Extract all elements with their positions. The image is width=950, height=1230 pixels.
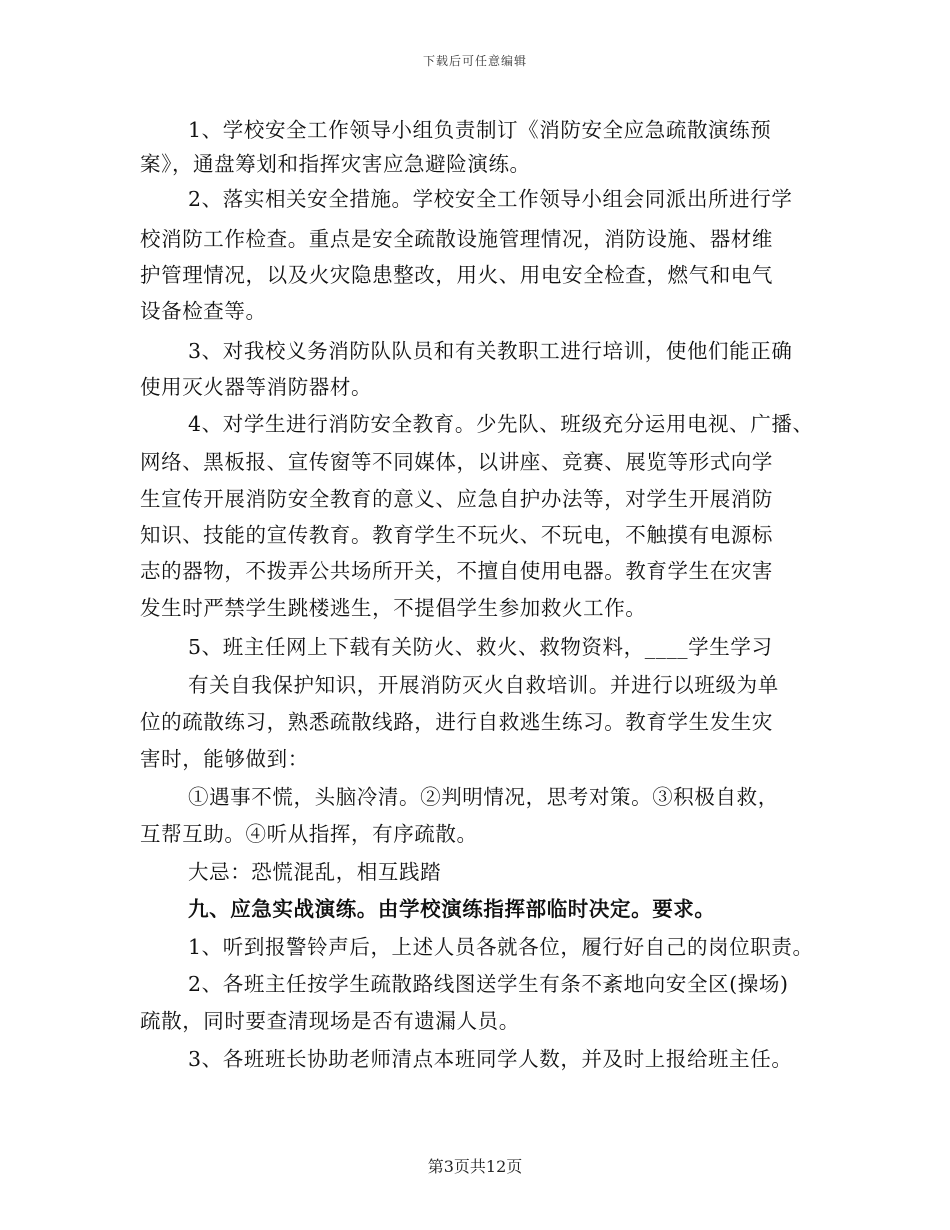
text-line: 位的疏散练习，熟悉疏散线路，进行自救逃生练习。教育学生发生灾 <box>140 710 773 734</box>
text-line: 案》，通盘筹划和指挥灾害应急避险演练。 <box>140 152 531 176</box>
text-line: 5、班主任网上下载有关防火、救火、救物资料，____学生学习 <box>188 635 773 659</box>
text-line: 志的器物，不拨弄公共场所开关，不擅自使用电器。教育学生在灾害 <box>140 559 773 583</box>
section-heading: 九、应急实战演练。由学校演练指挥部临时决定。要求。 <box>188 897 716 921</box>
text-line: 设备检查等。 <box>140 299 267 323</box>
text-line: 校消防工作检查。重点是安全疏散设施管理情况，消防设施、器材维 <box>140 227 773 251</box>
text-line: 生宣传开展消防安全教育的意义、应急自护办法等，对学生开展消防 <box>140 487 773 511</box>
text-line: 2、落实相关安全措施。学校安全工作领导小组会同派出所进行学 <box>188 187 793 211</box>
text-line: 互帮互助。④听从指挥，有序疏散。 <box>140 822 478 846</box>
text-line: 发生时严禁学生跳楼逃生，不提倡学生参加救火工作。 <box>140 596 647 620</box>
text-line: ①遇事不慌，头脑冷清。②判明情况，思考对策。③积极自救， <box>188 785 779 809</box>
text-line: 知识、技能的宣传教育。教育学生不玩火、不玩电，不触摸有电源标 <box>140 523 773 547</box>
text-line: 护管理情况，以及火灾隐患整改，用火、用电安全检查，燃气和电气 <box>140 263 773 287</box>
text-line: 使用灭火器等消防器材。 <box>140 375 373 399</box>
text-line: 网络、黑板报、宣传窗等不同媒体，以讲座、竞赛、展览等形式向学 <box>140 450 773 474</box>
text-line: 害时，能够做到： <box>140 747 309 771</box>
page-header: 下载后可任意编辑 <box>422 54 527 68</box>
text-line: 3、对我校义务消防队队员和有关教职工进行培训，使他们能正确 <box>188 339 793 363</box>
page-footer: 第3页共12页 <box>427 1157 523 1176</box>
text-line: 有关自我保护知识，开展消防灭火自救培训。并进行以班级为单 <box>188 673 779 697</box>
text-line: 3、各班班长协助老师清点本班同学人数，并及时上报给班主任。 <box>188 1047 793 1071</box>
text-line: 1、学校安全工作领导小组负责制订《消防安全应急疏散演练预 <box>188 118 772 142</box>
text-line: 大忌：恐慌混乱，相互践踏 <box>188 860 442 884</box>
text-line: 4、对学生进行消防安全教育。少先队、班级充分运用电视、广播、 <box>188 412 814 436</box>
text-line: 疏散，同时要查清现场是否有遗漏人员。 <box>140 1009 520 1033</box>
text-line: 2、各班主任按学生疏散路线图送学生有条不紊地向安全区(操场) <box>188 972 789 996</box>
text-line: 1、听到报警铃声后，上述人员各就各位，履行好自己的岗位职责。 <box>188 935 814 959</box>
